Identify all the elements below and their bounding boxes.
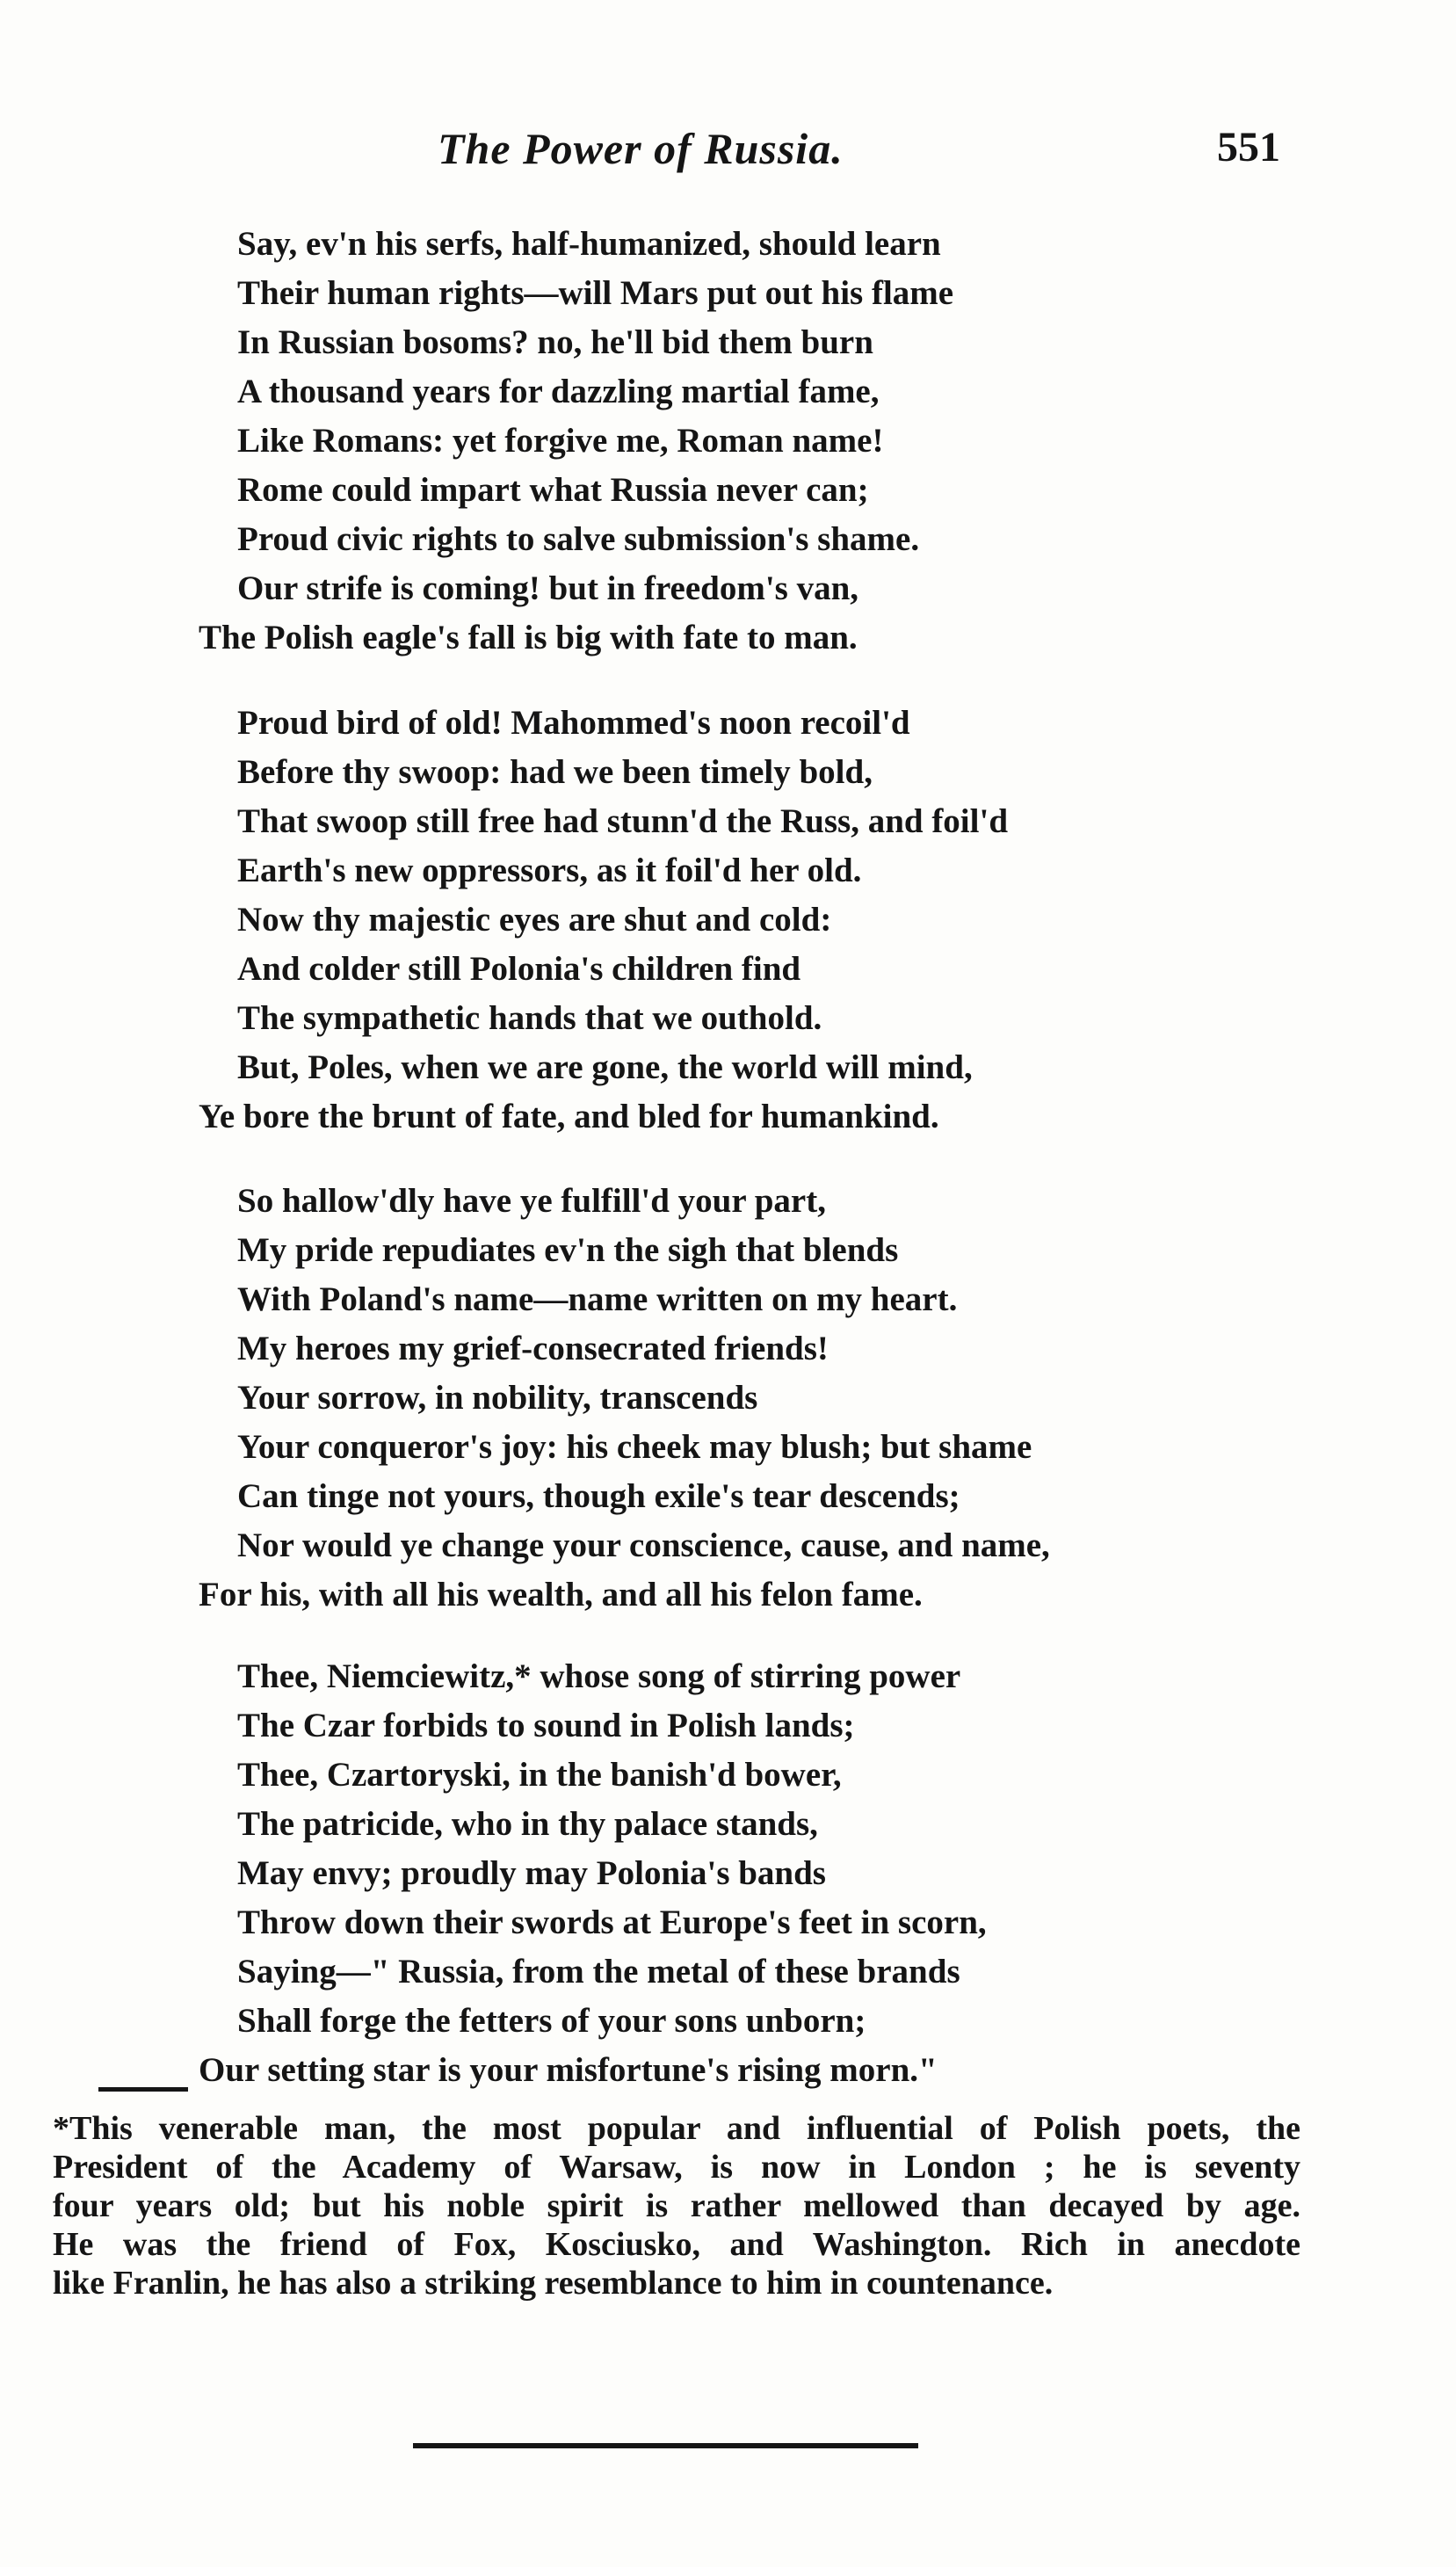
- footnote-divider: [98, 2087, 188, 2092]
- poem-line: That swoop still free had stunn'd the Russ, and foil'd: [237, 802, 1009, 840]
- poem-line: My heroes my grief-consecrated friends!: [237, 1330, 829, 1367]
- footnote-line: like Franlin, he has also a striking resemblance to him in countenance.: [53, 2265, 1054, 2302]
- poem-line: Proud civic rights to salve submission's shame.: [237, 520, 920, 558]
- poem-line: For his, with all his wealth, and all his felon fame.: [199, 1576, 923, 1613]
- poem-line: Our setting star is your misfortune's rising morn.": [199, 2051, 938, 2089]
- poem-line: Shall forge the fetters of your sons unborn;: [237, 2002, 866, 2040]
- poem-line: Rome could impart what Russia never can;: [237, 471, 869, 509]
- poem-line: Like Romans: yet forgive me, Roman name!: [237, 422, 884, 460]
- footnote-line: President of the Academy of Warsaw, is now in London ; he is seventy: [53, 2149, 1300, 2186]
- poem-line: Nor would ye change your conscience, cause, and name,: [237, 1526, 1050, 1564]
- poem-line: Say, ev'n his serfs, half-humanized, should learn: [237, 225, 941, 263]
- poem-line: Their human rights—will Mars put out his flame: [237, 274, 954, 312]
- poem-line: The Czar forbids to sound in Polish lands;: [237, 1707, 855, 1744]
- poem-line: So hallow'dly have ye fulfill'd your part,: [237, 1182, 826, 1220]
- footnote-line: He was the friend of Fox, Kosciusko, and Washington. Rich in anecdote: [53, 2226, 1300, 2263]
- poem-line: Now thy majestic eyes are shut and cold:: [237, 901, 832, 939]
- poem-line: Throw down their swords at Europe's feet in scorn,: [237, 1903, 987, 1941]
- footnote-line: *This venerable man, the most popular and influential of Polish poets, the: [53, 2110, 1300, 2147]
- poem-line: A thousand years for dazzling martial fame,: [237, 373, 880, 410]
- poem-line: Thee, Niemciewitz,* whose song of stirring power: [237, 1657, 961, 1695]
- poem-line: In Russian bosoms? no, he'll bid them burn: [237, 323, 873, 361]
- poem-line: My pride repudiates ev'n the sigh that blends: [237, 1231, 899, 1269]
- poem-line: Proud bird of old! Mahommed's noon recoil'd: [237, 704, 910, 742]
- poem-line: Earth's new oppressors, as it foil'd her old.: [237, 852, 862, 889]
- poem-line: With Poland's name—name written on my heart.: [237, 1280, 958, 1318]
- poem-line: Can tinge not yours, though exile's tear descends;: [237, 1477, 960, 1515]
- running-title: The Power of Russia.: [438, 124, 844, 173]
- poem-line: The patricide, who in thy palace stands,: [237, 1805, 818, 1843]
- poem-line: Before thy swoop: had we been timely bold,: [237, 753, 873, 791]
- end-rule: [413, 2443, 918, 2448]
- poem-line: The Polish eagle's fall is big with fate to man.: [199, 619, 858, 656]
- poem-line: And colder still Polonia's children find: [237, 950, 801, 988]
- poem-line: Thee, Czartoryski, in the banish'd bower,: [237, 1756, 842, 1794]
- poem-line: Your conqueror's joy: his cheek may blush; but shame: [237, 1428, 1032, 1466]
- poem-line: Your sorrow, in nobility, transcends: [237, 1379, 758, 1417]
- poem-line: May envy; proudly may Polonia's bands: [237, 1854, 826, 1892]
- poem-line: Saying—" Russia, from the metal of these brands: [237, 1953, 960, 1991]
- footnote-line: four years old; but his noble spirit is rather mellowed than decayed by age.: [53, 2187, 1300, 2224]
- poem-line: Our strife is coming! but in freedom's van,: [237, 569, 859, 607]
- poem-line: But, Poles, when we are gone, the world will mind,: [237, 1048, 973, 1086]
- poem-line: Ye bore the brunt of fate, and bled for humankind.: [199, 1098, 939, 1135]
- page-number: 551: [1217, 124, 1280, 170]
- running-head: [0, 123, 1456, 185]
- poem-line: The sympathetic hands that we outhold.: [237, 999, 822, 1037]
